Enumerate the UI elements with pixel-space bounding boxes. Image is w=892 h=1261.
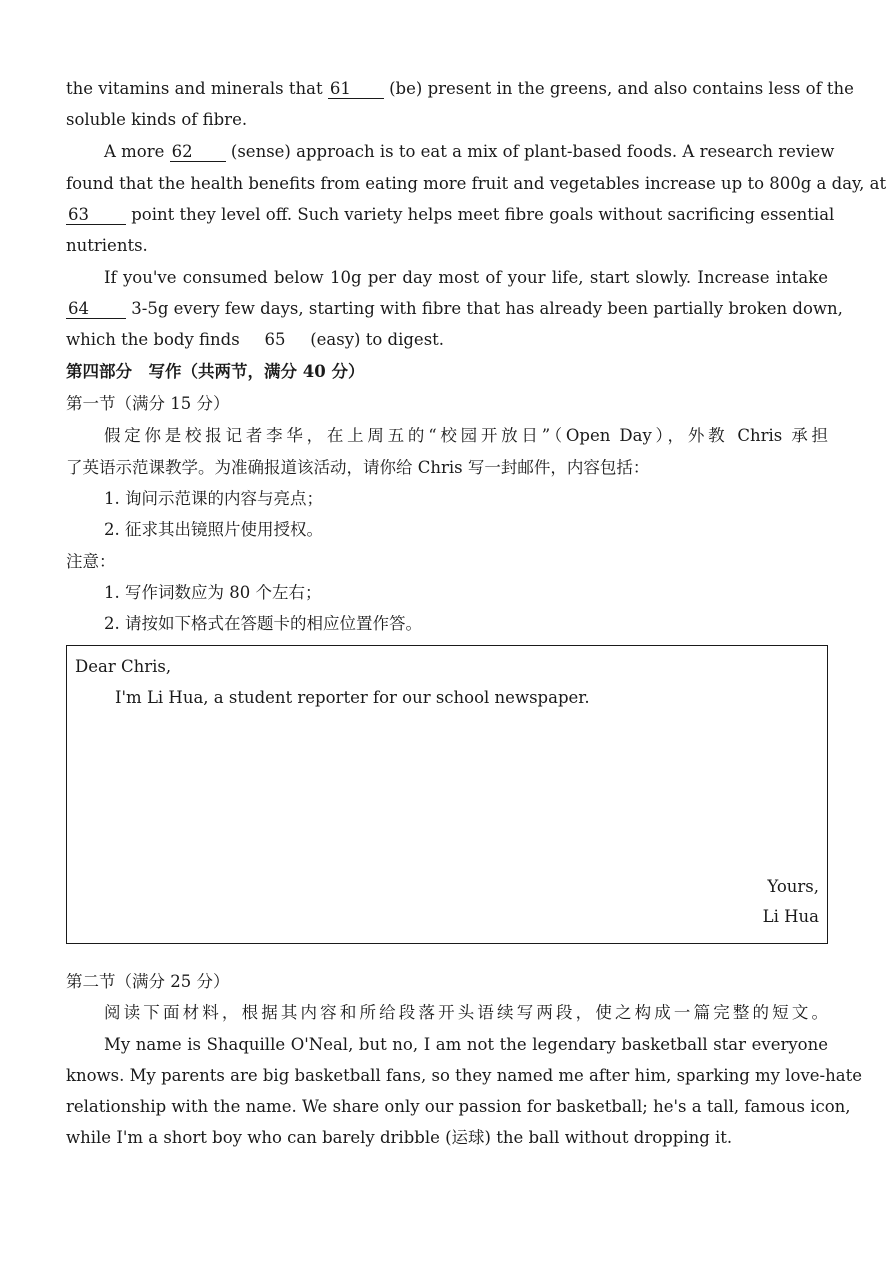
letter-greeting: Dear Chris,: [75, 657, 172, 676]
letter-answer-box: [66, 645, 828, 944]
note-item: 2. 请按如下格式在答题卡的相应位置作答。: [104, 614, 422, 633]
section1-title: 第一节（满分 15 分）: [66, 394, 230, 413]
passage-text: 3-5g every few days, starting with fibre that has already been partially broken down,: [131, 299, 843, 318]
letter-signature: Li Hua: [762, 907, 819, 926]
requirement-item: 2. 征求其出镜照片使用授权。: [104, 520, 323, 539]
story-line: while I'm a short boy who can barely dribble (运球) the ball without dropping it.: [66, 1128, 733, 1147]
passage-line: soluble kinds of fibre.: [66, 110, 248, 129]
passage-text: (sense) approach is to eat a mix of plant-based foods. A research review: [230, 142, 835, 161]
passage-line: [104, 142, 835, 162]
passage-text: (easy) to digest.: [310, 330, 445, 349]
answer-blank-61: 61: [328, 80, 384, 99]
requirement-item: 1. 询问示范课的内容与亮点；: [104, 489, 323, 508]
passage-line: found that the health benefits from eating more fruit and vegetables increase up to 800g a day, at: [66, 174, 887, 193]
passage-line: [66, 330, 828, 350]
note-item: 1. 写作词数应为 80 个左右；: [104, 583, 322, 602]
passage-text: point they level off. Such variety helps meet fibre goals without sacrificing essential: [131, 205, 835, 224]
passage-line: [66, 205, 835, 225]
passage-text: the vitamins and minerals that: [66, 79, 323, 98]
section1-prompt: 了英语示范课教学。为准确报道该活动，请你给 Chris 写一封邮件，内容包括：: [66, 458, 650, 477]
answer-blank-62: 62: [170, 143, 226, 162]
answer-blank-63: 63: [66, 206, 126, 225]
story-line: knows. My parents are big basketball fans, so they named me after him, sparking my love-hate: [66, 1066, 862, 1085]
answer-blank-64: 64: [66, 300, 126, 319]
section2-title: 第二节（满分 25 分）: [66, 972, 230, 991]
passage-text: A more: [104, 142, 165, 161]
passage-line: [66, 299, 843, 319]
passage-text: which the body finds: [66, 330, 240, 349]
note-label: 注意：: [66, 552, 116, 571]
story-line: relationship with the name. We share only our passion for basketball; he's a tall, famous icon,: [66, 1097, 851, 1116]
section1-prompt: 假定你是校报记者李华，在上周五的“校园开放日”（Open Day），外教 Chris 承担: [104, 426, 828, 445]
passage-line: nutrients.: [66, 236, 148, 255]
passage-text: (be) present in the greens, and also contains less of the: [389, 79, 854, 98]
letter-opening: I'm Li Hua, a student reporter for our school newspaper.: [115, 688, 590, 707]
passage-line: [66, 79, 854, 99]
part4-title: 第四部分 写作（共两节，满分 40 分）: [66, 362, 365, 381]
letter-closing: Yours,: [767, 877, 819, 896]
passage-line: If you've consumed below 10g per day most of your life, start slowly. Increase intake: [104, 268, 828, 287]
section2-prompt: 阅读下面材料，根据其内容和所给段落开头语续写两段，使之构成一篇完整的短文。: [104, 1003, 828, 1022]
story-line: My name is Shaquille O'Neal, but no, I am not the legendary basketball star everyone: [104, 1035, 828, 1054]
answer-blank-65: 65: [264, 330, 286, 349]
